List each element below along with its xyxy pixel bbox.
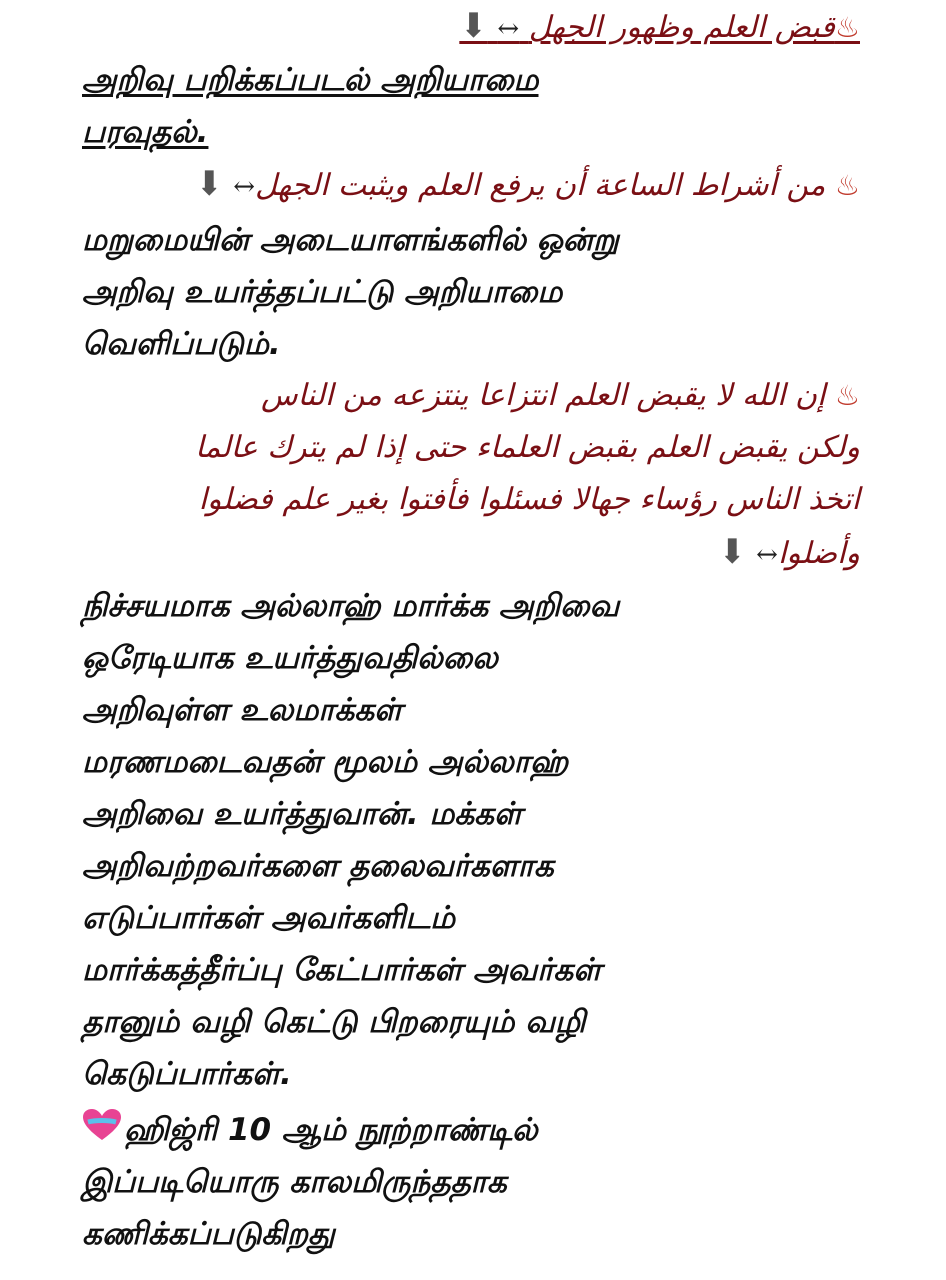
tamil-line: அறிவற்றவர்களை தலைவர்களாக — [82, 848, 554, 884]
tamil-line: மார்க்கத்தீர்ப்பு கேட்பார்கள் அவர்கள் — [82, 952, 602, 988]
tamil-line: கெடுப்பார்கள். — [82, 1056, 292, 1092]
tamil-line: தானும் வழி கெட்டு பிறரையும் வழி — [82, 1004, 586, 1040]
arabic-heading-1 — [459, 0, 860, 55]
arabic-line: إن الله لا يقبض العلم انتزاعا ينتزعه من الناس — [261, 378, 826, 413]
left-right-arrow-icon: ↔ — [756, 540, 778, 570]
tamil-line: மறுமையின் அடையாளங்களில் ஒன்று — [82, 222, 619, 258]
hot-springs-icon: ♨ — [834, 11, 860, 44]
tamil-line: மரணமடைவதன் மூலம் அல்லாஹ் — [82, 744, 568, 780]
arabic-line: وأضلوا — [777, 536, 860, 571]
note-text: ஹிஜ்ரி 10 ஆம் நூற்றாண்டில் — [124, 1112, 538, 1148]
tamil-line: அறிவு உயர்த்தப்பட்டு அறியாமை — [82, 274, 563, 310]
tamil-line: நிச்சயமாக அல்லாஹ் மார்க்க அறிவை — [82, 588, 620, 624]
tamil-line: கணிக்கப்படுகிறது — [82, 1216, 335, 1252]
arabic-heading-2 — [195, 158, 860, 213]
tamil-line: இப்படியொரு காலமிருந்ததாக — [82, 1164, 507, 1200]
tamil-line: அறிவு பறிக்கப்படல் அறியாமை — [82, 62, 539, 98]
left-right-arrow-icon: ↔ — [497, 14, 520, 44]
arabic-hadith-line-1 — [261, 370, 860, 422]
down-arrow-icon: ⬇ — [718, 532, 747, 572]
arabic-line: قبض العلم وظهور الجهل — [528, 10, 835, 45]
arabic-hadith-line-4 — [718, 526, 860, 581]
tamil-line: அறிவை உயர்த்துவான். மக்கள் — [82, 796, 522, 832]
tamil-line: வெளிப்படும். — [82, 326, 281, 362]
down-arrow-icon: ⬇ — [195, 164, 224, 204]
arabic-line: اتخذ الناس رؤساء جهالا فسئلوا فأفتوا بغير علم فضلوا — [198, 482, 860, 517]
heart-icon — [82, 1106, 122, 1158]
arabic-line: ولكن يقبض العلم بقبض العلماء حتى إذا لم يترك عالما — [195, 430, 860, 465]
tamil-line: அறிவுள்ள உலமாக்கள் — [82, 692, 403, 728]
hot-springs-icon: ♨ — [834, 169, 860, 202]
left-right-arrow-icon: ↔ — [233, 172, 255, 202]
tamil-line: பரவுதல். — [82, 114, 209, 150]
hot-springs-icon: ♨ — [834, 379, 860, 412]
tamil-line: எடுப்பார்கள் அவர்களிடம் — [82, 900, 456, 936]
tamil-line: ஒரேடியாக உயர்த்துவதில்லை — [82, 640, 498, 676]
down-arrow-icon: ⬇ — [459, 6, 488, 46]
note-line-1 — [82, 1104, 538, 1158]
arabic-line: من أشراط الساعة أن يرفع العلم ويثبت الجهل — [255, 168, 826, 203]
